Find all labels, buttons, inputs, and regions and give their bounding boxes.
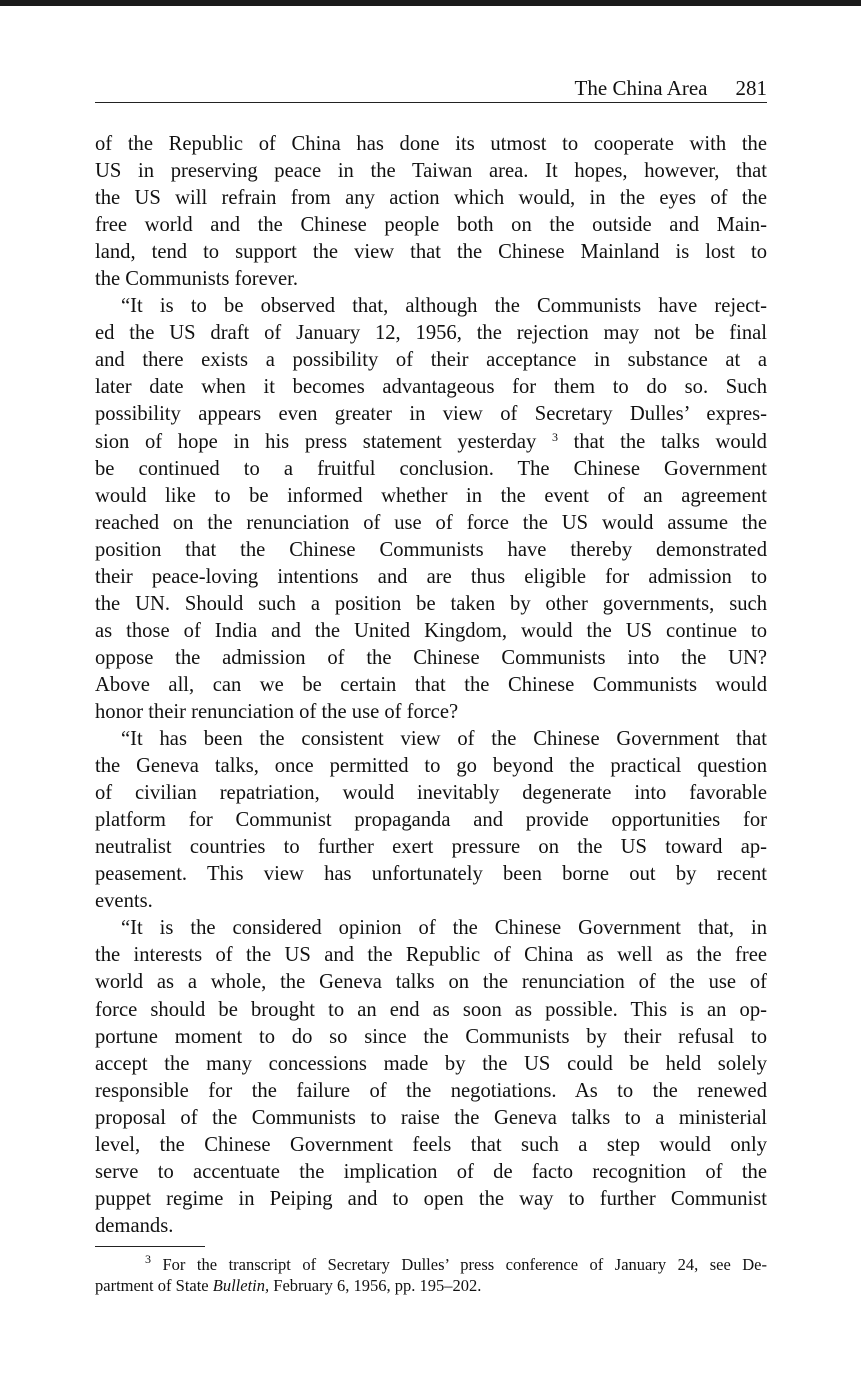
text-fragment: partment of State — [95, 1276, 209, 1295]
text-line: and there exists a possibility of their acceptance in substance at a — [95, 349, 767, 372]
text-line: level, the Chinese Government feels that such a step would only — [95, 1133, 767, 1156]
text-fragment: sion of hope in his press statement yesterday — [95, 430, 537, 453]
text-line: US in preserving peace in the Taiwan area. It hopes, however, that — [95, 160, 767, 183]
text-line: the US will refrain from any action which would, in the eyes of the — [95, 187, 767, 210]
text-line: world as a whole, the Geneva talks on the renunciation of the use of — [95, 971, 767, 994]
text-line: responsible for the failure of the negotiations. As to the renewed — [95, 1079, 767, 1102]
text-line: position that the Chinese Communists have thereby demonstrated — [95, 538, 767, 561]
footnote-line — [95, 1254, 767, 1275]
text-line: Above all, can we be certain that the Chinese Communists would — [95, 673, 767, 696]
text-line: would like to be informed whether in the event of an agreement — [95, 484, 767, 507]
text-line — [95, 429, 767, 456]
text-line: free world and the Chinese people both on the outside and Main- — [95, 214, 767, 237]
section-title: The China Area — [574, 76, 708, 100]
text-line: be continued to a fruitful conclusion. The Chinese Government — [95, 457, 767, 480]
text-fragment: For the transcript of Secretary Dulles’ press conference of January 24, see De- — [162, 1255, 767, 1274]
footnote-rule — [95, 1246, 205, 1247]
text-line: reached on the renunciation of use of force the US would assume the — [95, 511, 767, 534]
text-line: force should be brought to an end as soon as possible. This is an op- — [95, 998, 767, 1021]
text-line: “It is the considered opinion of the Chinese Government that, in — [121, 917, 767, 940]
footnote — [95, 1254, 767, 1296]
text-line: of the Republic of China has done its utmost to cooperate with the — [95, 133, 767, 155]
text-line: accept the many concessions made by the US could be held solely — [95, 1052, 767, 1075]
text-line: serve to accentuate the implication of de facto recognition of the — [95, 1160, 767, 1183]
footnote-reference: 3 — [551, 429, 558, 444]
text-line: the Geneva talks, once permitted to go beyond the practical question — [95, 755, 767, 778]
body-text — [95, 131, 767, 1240]
text-line: neutralist countries to further exert pressure on the US toward ap- — [95, 836, 767, 859]
text-line: peasement. This view has unfortunately been borne out by recent — [95, 863, 767, 886]
publication-title: Bulletin, — [212, 1276, 270, 1295]
text-fragment: February 6, 1956, pp. 195–202. — [273, 1276, 482, 1295]
running-head — [95, 76, 767, 103]
footnote-line — [95, 1275, 767, 1296]
text-line: ed the US draft of January 12, 1956, the rejection may not be final — [95, 322, 767, 345]
text-line: land, tend to support the view that the Chinese Mainland is lost to — [95, 241, 767, 264]
text-line: events. — [95, 890, 153, 913]
text-line: the interests of the US and the Republic of China as well as the free — [95, 944, 767, 967]
paragraph — [95, 726, 767, 915]
page-top-border — [0, 0, 861, 6]
text-line: demands. — [95, 1214, 174, 1237]
text-line: the UN. Should such a position be taken by other governments, such — [95, 592, 767, 615]
text-line: as those of India and the United Kingdom, would the US continue to — [95, 619, 767, 642]
text-line: the Communists forever. — [95, 268, 299, 291]
text-line: “It is to be observed that, although the Communists have reject- — [121, 295, 767, 318]
text-line: their peace-loving intentions and are thus eligible for admission to — [95, 565, 767, 588]
text-line: “It has been the consistent view of the Chinese Government that — [121, 728, 767, 751]
text-line: honor their renunciation of the use of force? — [95, 700, 459, 723]
text-line: platform for Communist propaganda and provide opportunities for — [95, 809, 767, 832]
text-line: portune moment to do so since the Communists by their refusal to — [95, 1025, 767, 1048]
text-line: oppose the admission of the Chinese Communists into the UN? — [95, 646, 767, 669]
text-line: puppet regime in Peiping and to open the way to further Communist — [95, 1187, 767, 1210]
text-fragment: that the talks would — [573, 430, 767, 453]
footnote-marker: 3 — [145, 1252, 151, 1266]
text-line: proposal of the Communists to raise the Geneva talks to a ministerial — [95, 1106, 767, 1129]
text-line: of civilian repatriation, would inevitably degenerate into favorable — [95, 782, 767, 805]
paragraph — [95, 293, 767, 726]
page-number: 281 — [735, 76, 767, 100]
text-line: possibility appears even greater in view of Secretary Dulles’ expres- — [95, 403, 767, 426]
paragraph — [95, 915, 767, 1240]
text-line: later date when it becomes advantageous for them to do so. Such — [95, 376, 767, 399]
paragraph — [95, 131, 767, 293]
